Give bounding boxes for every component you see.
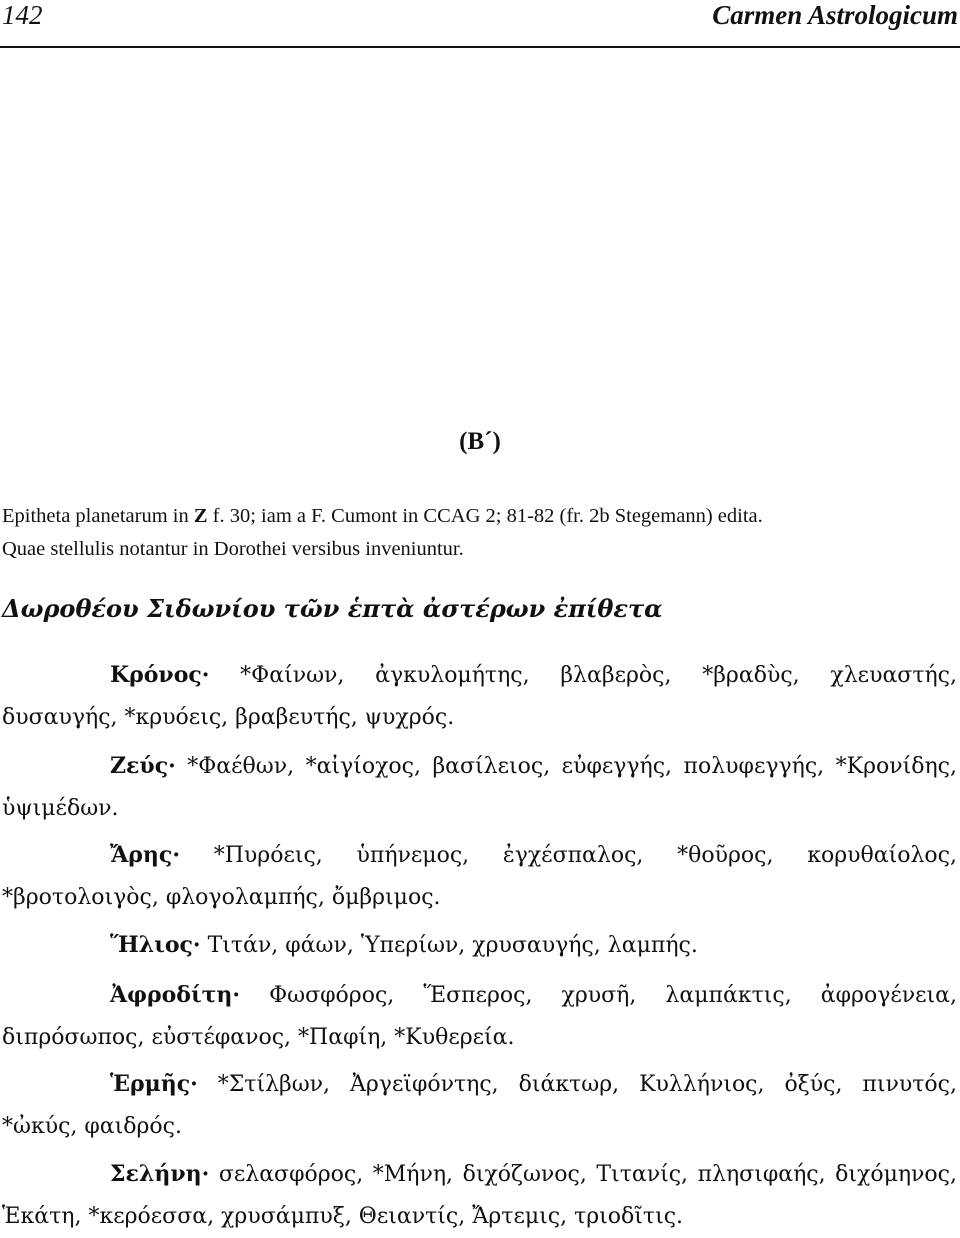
epithets: Φωσφόρος, Ἕσπερος, χρυσῆ, λαμπάκτις, ἀφρογένεια, διπρόσωπος, εὐστέφανος, *Παφίη, *Κυθερεία. (2, 983, 957, 1050)
epithets: *Στίλβων, Ἀργεϊφόντης, διάκτωρ, Κυλλήνιος, ὀξύς, πινυτός, *ὠκύς, φαιδρός. (2, 1072, 957, 1139)
planet-name: Ἑρμῆς· (110, 1071, 198, 1097)
page-number: 142 (2, 0, 43, 30)
section-label-text: (B´) (459, 428, 501, 455)
intro-line-1-part-1: Epitheta planetarum in (2, 505, 194, 527)
running-title: Carmen Astrologicum (712, 0, 958, 30)
intro-note (2, 500, 957, 566)
entry-aphrodite (2, 974, 957, 1059)
intro-siglum: Z (193, 505, 208, 527)
planet-name: Ἀφροδίτη· (110, 982, 241, 1008)
epithets: *Φαέθων, *αἰγίοχος, βασίλειος, εὐφεγγής, πολυφεγγής, *Κρονίδης, ὑψιμέδων. (2, 754, 957, 821)
intro-line-1-part-2: f. 30; iam a F. Cumont in CCAG 2; 81-82 (fr. 2b Stegemann) edita. (207, 505, 763, 527)
entry-helios (2, 924, 957, 967)
entry-zeus (2, 745, 957, 830)
epithets: Τιτάν, φάων, Ὑπερίων, χρυσαυγής, λαμπής. (200, 933, 698, 958)
planet-name: Κρόνος· (110, 662, 210, 688)
planet-name: Ἥλιος· (110, 932, 201, 958)
planet-name: Σελήνη· (110, 1161, 210, 1187)
intro-line-2: Quae stellulis notantur in Dorothei versibus inveniuntur. (2, 538, 464, 560)
epithets: *Φαίνων, ἀγκυλομήτης, βλαβερὸς, *βραδὺς, χλευαστής, δυσαυγής, *κρυόεις, βραβευτής, ψυχρός. (2, 663, 957, 730)
entry-hermes (2, 1063, 957, 1148)
epithets: *Πυρόεις, ὑπήνεμος, ἐγχέσπαλος, *θοῦρος, κορυθαίολος, *βροτολοιγὸς, φλογολαμπής, ὄμβριμος. (2, 843, 957, 910)
section-label (0, 428, 960, 456)
page-header (0, 0, 960, 48)
planet-name: Ἄρης· (110, 842, 180, 868)
entry-selene (2, 1153, 957, 1238)
epithets: σελασφόρος, *Μήνη, διχόζωνος, Τιτανίς, πλησιφαής, διχόμηνος, Ἑκάτη, *κερόεσσα, χρυσάμπυξ, Θειαντίς, Ἄρτεμις, τριοδῖτις. (2, 1162, 957, 1229)
entry-kronos (2, 654, 957, 739)
greek-title: Δωροθέου Σιδωνίου τῶν ἑπτὰ ἀστέρων ἐπίθετα (2, 594, 663, 623)
planet-name: Ζεύς· (110, 753, 176, 779)
intro-line-1 (2, 500, 957, 533)
entry-ares (2, 834, 957, 919)
